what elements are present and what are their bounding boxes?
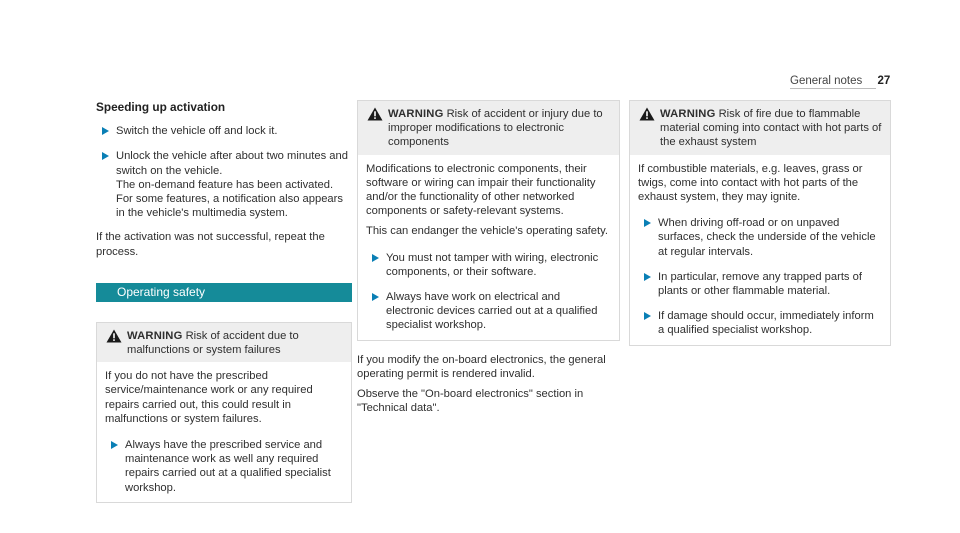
warning-body <box>630 155 890 345</box>
column-3 <box>629 100 891 346</box>
warning-bullet <box>638 216 882 259</box>
step-text: Unlock the vehicle after about two minutes and switch on the vehicle. <box>116 150 348 177</box>
warning-triangle-icon <box>106 329 122 343</box>
warning-paragraph: Modifications to electronic components, their software or wiring can impair their functionality and/or the functionality of other networked components or safety-relevant systems. <box>366 162 596 218</box>
warning-bullet <box>105 438 343 495</box>
warning-label: WARNING <box>388 108 444 120</box>
warning-paragraph: This can endanger the vehicle's operating safety. <box>366 225 608 238</box>
warning-label: WARNING <box>127 329 183 342</box>
section-band: Operating safety <box>96 283 352 302</box>
arrow-right-icon <box>644 219 651 227</box>
arrow-right-icon <box>102 127 109 135</box>
header-divider <box>790 88 876 89</box>
warning-label: WARNING <box>660 108 716 120</box>
warning-header <box>97 323 351 362</box>
step-result: For some features, a notification also appears in the vehicle's multimedia system. <box>116 193 343 220</box>
paragraph: If you modify the on-board electronics, the general operating permit is rendered invalid. <box>357 353 606 380</box>
paragraph: If the activation was not successful, repeat the process. <box>96 231 325 258</box>
warning-heading: Risk of accident due to malfunctions or system failures <box>127 329 299 357</box>
warning-bullet <box>366 251 611 279</box>
warning-bullet <box>638 270 882 298</box>
step-result: The on-demand feature has been activated. <box>116 178 334 191</box>
arrow-right-icon <box>644 273 651 281</box>
warning-box <box>357 100 620 341</box>
warning-heading: Risk of accident or injury due to improper modifications to electronic components <box>388 108 603 149</box>
warning-bullet <box>366 290 611 333</box>
section-name: General notes <box>790 75 863 87</box>
step-2 <box>96 149 352 220</box>
arrow-right-icon <box>372 254 379 262</box>
paragraph: Observe the "On-board electronics" section in "Technical data". <box>357 388 584 415</box>
warning-title <box>638 107 882 150</box>
step-text: Switch the vehicle off and lock it. <box>116 125 278 138</box>
warning-title <box>105 329 343 357</box>
step-1 <box>96 124 352 138</box>
bullet-text: Always have the prescribed service and maintenance work as well any required repairs carried out at a qualified specialist workshop. <box>125 439 331 494</box>
warning-box <box>96 322 352 503</box>
warning-box <box>629 100 891 346</box>
warning-header <box>630 101 890 155</box>
warning-heading: Risk of fire due to flammable material coming into contact with hot parts of the exhaust system <box>660 108 882 149</box>
bullet-text: If damage should occur, immediately inform a qualified specialist workshop. <box>658 310 874 337</box>
bullet-text: Always have work on electrical and electronic devices carried out at a qualified specialist workshop. <box>386 291 598 332</box>
warning-triangle-icon <box>367 107 383 121</box>
column-2 <box>357 100 620 421</box>
arrow-right-icon <box>644 312 651 320</box>
bullet-text: You must not tamper with wiring, electronic components, or their software. <box>386 251 599 278</box>
warning-paragraph: If combustible materials, e.g. leaves, grass or twigs, come into contact with hot parts of the exhaust system, they may ignite. <box>638 162 863 204</box>
bullet-text: When driving off-road or on unpaved surfaces, check the underside of the vehicle at regular intervals. <box>658 217 876 258</box>
section-title: Speeding up activation <box>96 100 226 114</box>
arrow-right-icon <box>102 152 109 160</box>
column-1 <box>96 100 352 503</box>
arrow-right-icon <box>111 441 118 449</box>
warning-bullet <box>638 309 882 337</box>
page-header <box>790 74 890 88</box>
warning-title <box>366 107 611 150</box>
page-number: 27 <box>877 75 891 87</box>
warning-paragraph: If you do not have the prescribed service/maintenance work or any required repairs carried out, this could result in malfunctions or system failures. <box>105 370 313 425</box>
arrow-right-icon <box>372 293 379 301</box>
warning-header <box>358 101 619 155</box>
warning-triangle-icon <box>639 107 655 121</box>
bullet-text: In particular, remove any trapped parts of plants or other flammable material. <box>658 270 862 298</box>
warning-body <box>97 362 351 502</box>
warning-body <box>358 155 619 340</box>
